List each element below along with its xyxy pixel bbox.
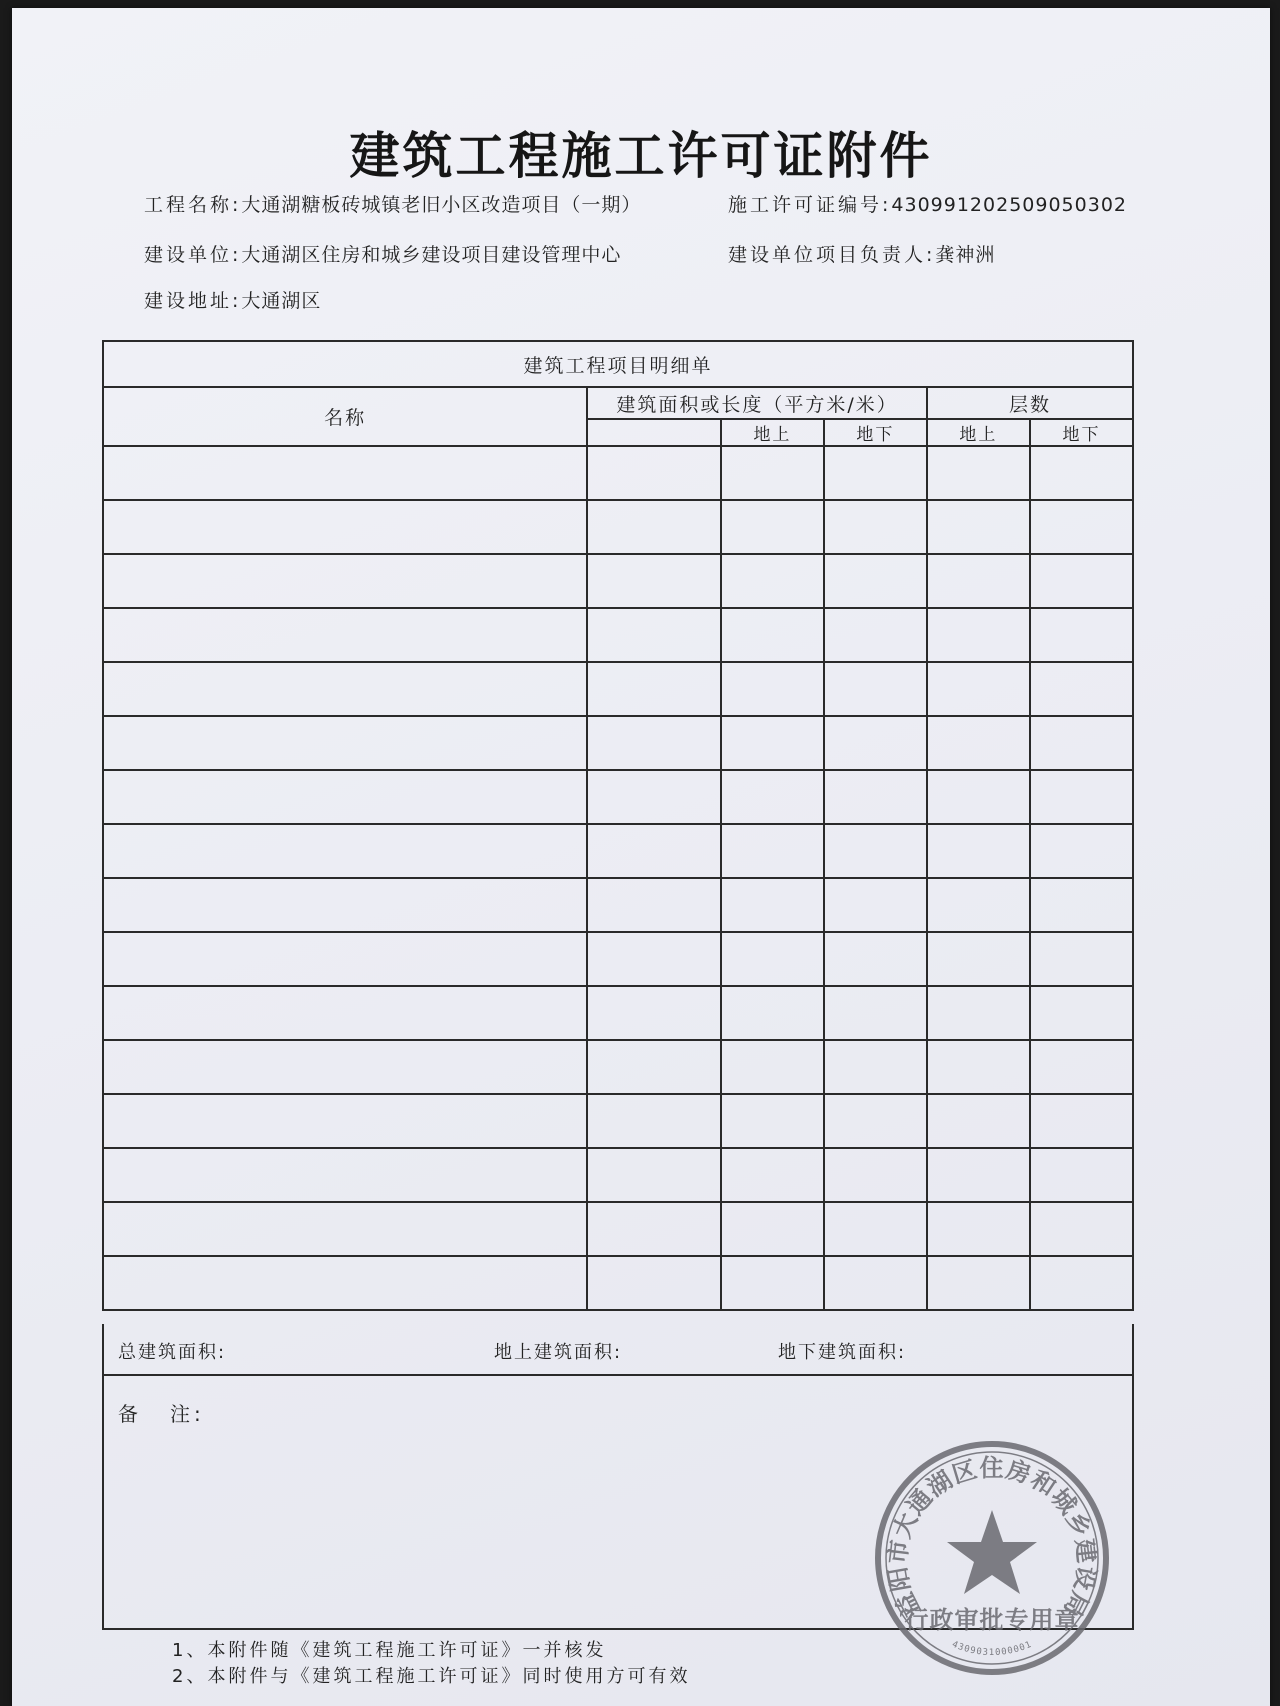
table-row bbox=[103, 1148, 1133, 1202]
table-cell bbox=[824, 1256, 927, 1310]
project-manager-label: 建设单位项目负责人: bbox=[728, 244, 936, 266]
table-cell bbox=[927, 554, 1030, 608]
table-cell bbox=[721, 446, 824, 500]
table-cell bbox=[587, 824, 721, 878]
table-cell bbox=[824, 608, 927, 662]
table-cell bbox=[1030, 608, 1133, 662]
table-cell bbox=[721, 1094, 824, 1148]
table-cell bbox=[103, 1202, 587, 1256]
table-cell bbox=[1030, 1040, 1133, 1094]
header-area-above: 地上 bbox=[721, 419, 824, 446]
table-cell bbox=[1030, 932, 1133, 986]
table-cell bbox=[824, 824, 927, 878]
table-cell bbox=[824, 1202, 927, 1256]
table-row bbox=[103, 770, 1133, 824]
project-name-value: 大通湖糖板砖城镇老旧小区改造项目（一期） bbox=[241, 194, 642, 216]
table-cell bbox=[927, 1040, 1030, 1094]
table-cell bbox=[927, 824, 1030, 878]
table-cell bbox=[587, 932, 721, 986]
table-caption: 建筑工程项目明细单 bbox=[103, 341, 1133, 387]
table-cell bbox=[587, 1040, 721, 1094]
table-cell bbox=[587, 608, 721, 662]
seal-outer-text: 益阳市大通湖区住房和城乡建设局 bbox=[882, 1453, 1102, 1623]
table-cell bbox=[824, 932, 927, 986]
table-cell bbox=[927, 1094, 1030, 1148]
construction-address-line bbox=[144, 286, 321, 313]
table-cell bbox=[1030, 446, 1133, 500]
table-row bbox=[103, 554, 1133, 608]
table-cell bbox=[103, 554, 587, 608]
project-name-line bbox=[144, 190, 641, 217]
table-cell bbox=[824, 986, 927, 1040]
table-cell bbox=[824, 446, 927, 500]
table-cell bbox=[824, 1148, 927, 1202]
table-cell bbox=[824, 770, 927, 824]
table-cell bbox=[103, 770, 587, 824]
table-cell bbox=[927, 716, 1030, 770]
table-cell bbox=[721, 824, 824, 878]
table-cell bbox=[587, 770, 721, 824]
table-cell bbox=[927, 986, 1030, 1040]
table-cell bbox=[103, 662, 587, 716]
table-row bbox=[103, 500, 1133, 554]
permit-number-label: 施工许可证编号: bbox=[728, 194, 892, 216]
table-cell bbox=[927, 662, 1030, 716]
table-cell bbox=[721, 770, 824, 824]
seal-star-icon bbox=[947, 1510, 1037, 1594]
below-ground-area-label: 地下建筑面积: bbox=[778, 1342, 907, 1363]
table-row bbox=[103, 824, 1133, 878]
header-area: 建筑面积或长度（平方米/米） bbox=[587, 387, 927, 419]
table-cell bbox=[587, 986, 721, 1040]
project-manager-value: 龚神洲 bbox=[935, 244, 996, 266]
table-cell bbox=[1030, 1094, 1133, 1148]
table-cell bbox=[1030, 716, 1133, 770]
table-cell bbox=[1030, 500, 1133, 554]
seal-inner-text: 行政审批专用章 bbox=[904, 1605, 1080, 1634]
table-cell bbox=[103, 716, 587, 770]
table-cell bbox=[824, 1094, 927, 1148]
table-cell bbox=[587, 662, 721, 716]
table-cell bbox=[824, 662, 927, 716]
table-cell bbox=[1030, 770, 1133, 824]
table-cell bbox=[721, 662, 824, 716]
table-row bbox=[103, 446, 1133, 500]
table-cell bbox=[587, 446, 721, 500]
table-cell bbox=[103, 878, 587, 932]
permit-number-line bbox=[728, 190, 1127, 217]
table-cell bbox=[927, 500, 1030, 554]
table-cell bbox=[721, 1148, 824, 1202]
table-cell bbox=[721, 986, 824, 1040]
table-cell bbox=[103, 824, 587, 878]
table-cell bbox=[587, 716, 721, 770]
table-cell bbox=[824, 554, 927, 608]
table-cell bbox=[587, 1202, 721, 1256]
notes bbox=[172, 1638, 690, 1690]
table-cell bbox=[103, 446, 587, 500]
table-cell bbox=[1030, 878, 1133, 932]
table-row bbox=[103, 932, 1133, 986]
table-cell bbox=[1030, 824, 1133, 878]
table-cell bbox=[103, 1256, 587, 1310]
seal-serial-number: 4309031000001 bbox=[950, 1639, 1034, 1659]
table-row bbox=[103, 608, 1133, 662]
table-cell bbox=[824, 1040, 927, 1094]
table-row bbox=[103, 716, 1133, 770]
table-cell bbox=[721, 716, 824, 770]
table-cell bbox=[1030, 1148, 1133, 1202]
table-cell bbox=[721, 1256, 824, 1310]
totals-row bbox=[102, 1324, 1134, 1376]
table-cell bbox=[927, 770, 1030, 824]
table-cell bbox=[927, 932, 1030, 986]
table-cell bbox=[103, 1040, 587, 1094]
header-floors-above: 地上 bbox=[927, 419, 1030, 446]
construction-address-value: 大通湖区 bbox=[241, 290, 322, 312]
table-row bbox=[103, 1040, 1133, 1094]
permit-number-value: 430991202509050302 bbox=[891, 194, 1127, 216]
table-row bbox=[103, 1256, 1133, 1310]
table-cell bbox=[721, 932, 824, 986]
header-floors-below: 地下 bbox=[1030, 419, 1133, 446]
table-cell bbox=[721, 554, 824, 608]
total-area-label: 总建筑面积: bbox=[118, 1342, 227, 1363]
table-cell bbox=[1030, 554, 1133, 608]
table-cell bbox=[721, 608, 824, 662]
table-cell bbox=[824, 500, 927, 554]
document-title: 建筑工程施工许可证附件 bbox=[349, 126, 933, 185]
header-name: 名称 bbox=[103, 387, 587, 446]
table-cell bbox=[587, 554, 721, 608]
project-detail-table bbox=[102, 340, 1134, 1311]
construction-address-label: 建设地址: bbox=[144, 290, 242, 312]
table-row bbox=[103, 1202, 1133, 1256]
table-cell bbox=[587, 1256, 721, 1310]
table-cell bbox=[721, 500, 824, 554]
table-cell bbox=[103, 986, 587, 1040]
table-cell bbox=[927, 1148, 1030, 1202]
table-cell bbox=[1030, 1256, 1133, 1310]
table-row bbox=[103, 662, 1133, 716]
table-cell bbox=[824, 878, 927, 932]
header-floors: 层数 bbox=[927, 387, 1133, 419]
note-1: 1、本附件随《建筑工程施工许可证》一并核发 bbox=[172, 1640, 607, 1661]
table-cell bbox=[927, 1202, 1030, 1256]
table-cell bbox=[587, 878, 721, 932]
table-row bbox=[103, 1094, 1133, 1148]
official-seal-stamp bbox=[872, 1438, 1112, 1678]
table-cell bbox=[587, 1148, 721, 1202]
table-cell bbox=[927, 1256, 1030, 1310]
table-cell bbox=[103, 1094, 587, 1148]
header-area-spacer bbox=[587, 419, 721, 446]
table-cell bbox=[103, 932, 587, 986]
table-cell bbox=[1030, 662, 1133, 716]
table-cell bbox=[927, 878, 1030, 932]
table-cell bbox=[824, 716, 927, 770]
table-cell bbox=[721, 878, 824, 932]
table-cell bbox=[103, 608, 587, 662]
table-cell bbox=[721, 1040, 824, 1094]
construction-unit-line bbox=[144, 240, 621, 267]
table-cell bbox=[1030, 1202, 1133, 1256]
table-cell bbox=[587, 500, 721, 554]
table-row bbox=[103, 986, 1133, 1040]
table-cell bbox=[721, 1202, 824, 1256]
table-cell bbox=[103, 1148, 587, 1202]
table-row bbox=[103, 878, 1133, 932]
permit-attachment-page bbox=[12, 8, 1270, 1706]
header-area-below: 地下 bbox=[824, 419, 927, 446]
table-cell bbox=[103, 500, 587, 554]
project-manager-line bbox=[728, 240, 995, 267]
note-2: 2、本附件与《建筑工程施工许可证》同时使用方可有效 bbox=[172, 1666, 691, 1687]
remarks-label: 备 注: bbox=[118, 1402, 205, 1426]
table-cell bbox=[587, 1094, 721, 1148]
table-cell bbox=[927, 608, 1030, 662]
construction-unit-value: 大通湖区住房和城乡建设项目建设管理中心 bbox=[241, 244, 622, 266]
construction-unit-label: 建设单位: bbox=[144, 244, 242, 266]
above-ground-area-label: 地上建筑面积: bbox=[494, 1342, 623, 1363]
table-cell bbox=[1030, 986, 1133, 1040]
table-cell bbox=[927, 446, 1030, 500]
project-name-label: 工程名称: bbox=[144, 194, 242, 216]
